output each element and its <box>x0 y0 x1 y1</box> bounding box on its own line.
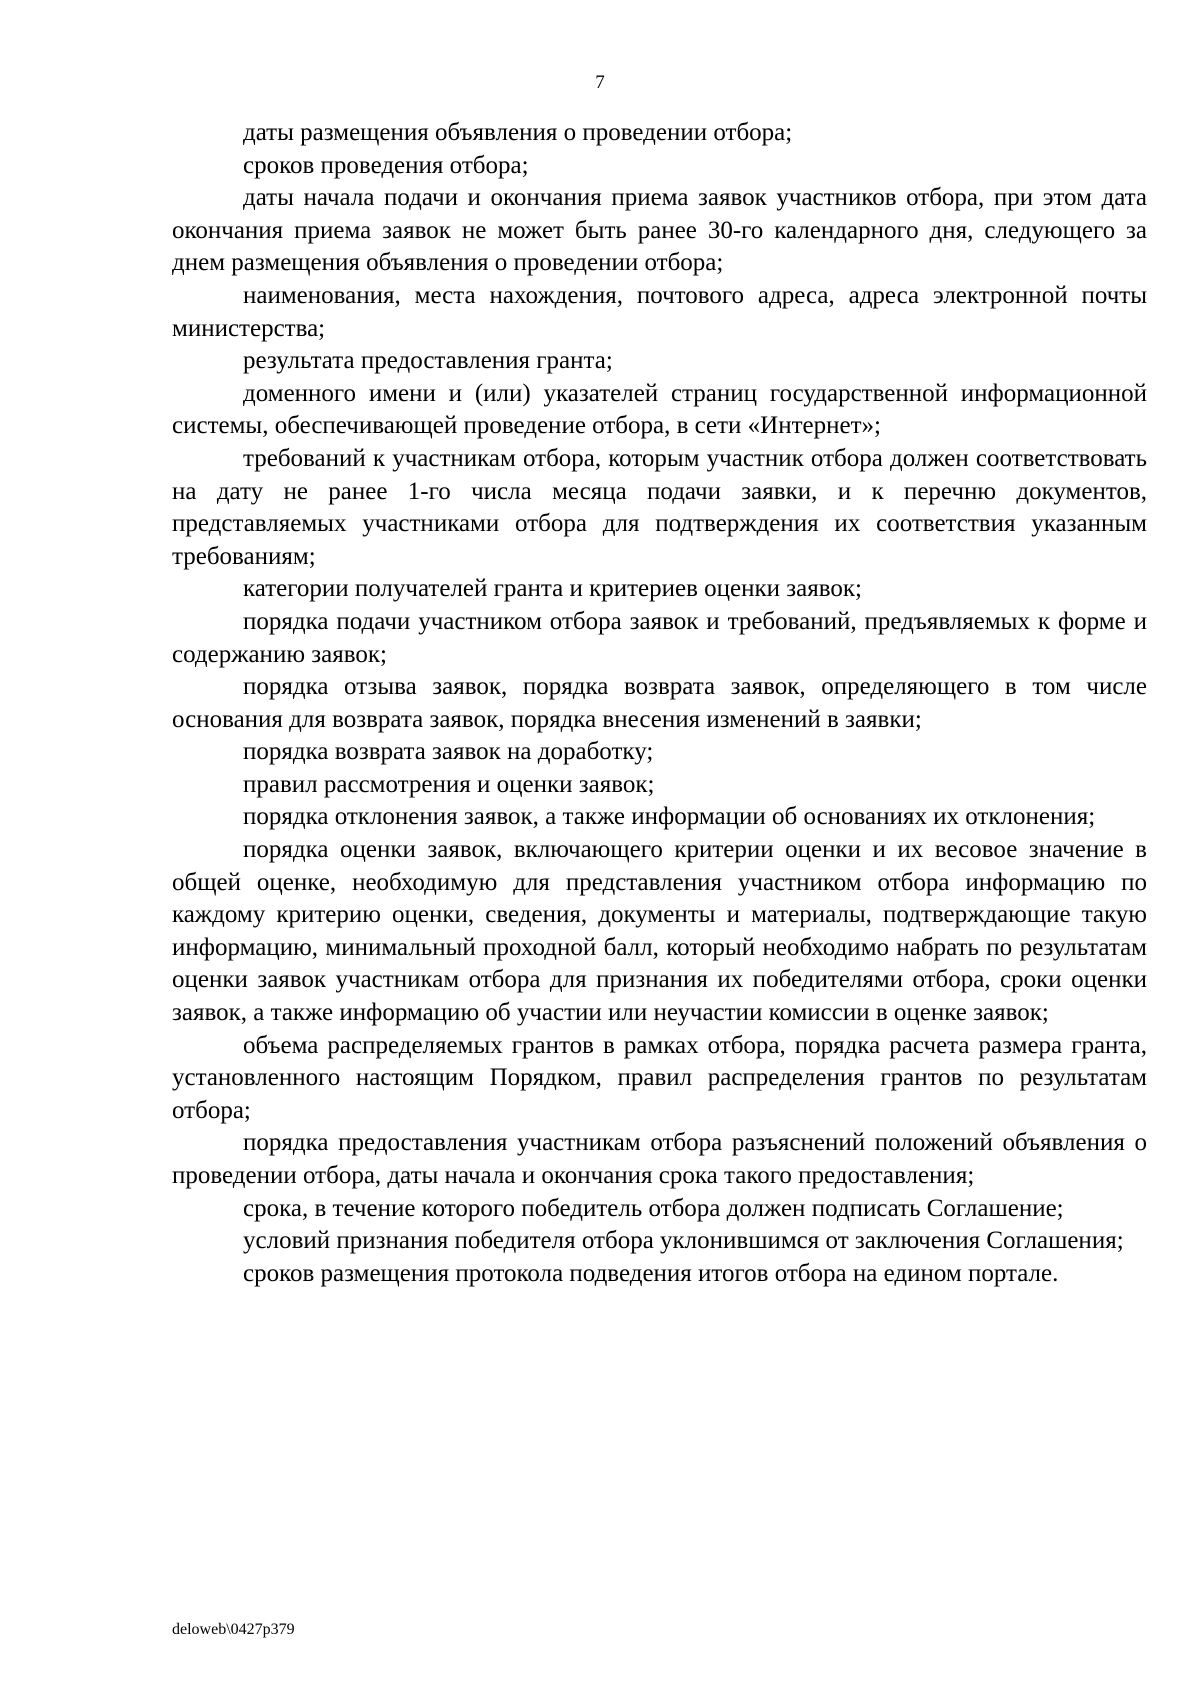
paragraph: порядка подачи участником отбора заявок и требований, предъявляемых к форме и содержанию заявок; <box>172 607 1147 668</box>
paragraph: порядка возврата заявок на доработку; <box>243 738 654 766</box>
paragraph: порядка предоставления участникам отбора разъяснений положений объявления о проведении отбора, даты начала и окончания срока такого предоставления; <box>172 1129 1147 1189</box>
paragraph: объема распределяемых грантов в рамках отбора, порядка расчета размера гранта, установленного настоящим Порядком, правил распределения грантов по результатам отбора; <box>172 1031 1147 1124</box>
paragraph: даты размещения объявления о проведении отбора; <box>243 119 793 146</box>
paragraph: наименования, места нахождения, почтового адреса, адреса электронной почты министерства; <box>172 281 1147 342</box>
page-number: 7 <box>595 72 605 93</box>
paragraph: сроков размещения протокола подведения итогов отбора на едином портале. <box>243 1259 1059 1287</box>
paragraph: категории получателей гранта и критериев оценки заявок; <box>243 575 862 603</box>
paragraph: срока, в течение которого победитель отбора должен подписать Соглашение; <box>243 1194 1064 1222</box>
paragraph: правил рассмотрения и оценки заявок; <box>243 770 655 798</box>
paragraph: порядка отклонения заявок, а также информации об основаниях их отклонения; <box>243 803 1096 831</box>
paragraph: результата предоставления гранта; <box>243 347 613 375</box>
paragraph: требований к участникам отбора, которым участник отбора должен соответствовать на дату не ранее 1-го числа месяца подачи заявки, и к перечню документов, представляемых участниками отбора для подтверждения их соответствия указанным требованиям; <box>172 444 1147 570</box>
paragraph: порядка оценки заявок, включающего критерии оценки и их весовое значение в общей оценке, необходимую для представления участником отбора информацию по каждому критерию оценки, сведения, документы и материалы, подтверждающие такую информацию, минимальный проходной балл, который необходимо набрать по результатам оценки заявок участникам отбора для признания их победителями отбора, сроки оценки заявок, а также информацию об участии или неучастии комиссии в оценке заявок; <box>172 836 1147 1027</box>
paragraph: сроков проведения отбора; <box>243 151 529 179</box>
paragraph: доменного имени и (или) указателей страниц государственной информационной системы, обеспечивающей проведение отбора, в сети «Интернет»; <box>172 379 1147 440</box>
paragraph: условий признания победителя отбора уклонившимся от заключения Соглашения; <box>243 1227 1124 1255</box>
paragraph: даты начала подачи и окончания приема заявок участников отбора, при этом дата окончания приема заявок не может быть ранее 30-го календарного дня, следующего за днем размещения объявления о проведении отбора; <box>172 184 1147 277</box>
paragraph: порядка отзыва заявок, порядка возврата заявок, определяющего в том числе основания для возврата заявок, порядка внесения изменений в заявки; <box>172 673 1147 733</box>
document-footer-code: deloweb\0427p379 <box>172 1621 295 1638</box>
document-body <box>172 117 1147 1290</box>
